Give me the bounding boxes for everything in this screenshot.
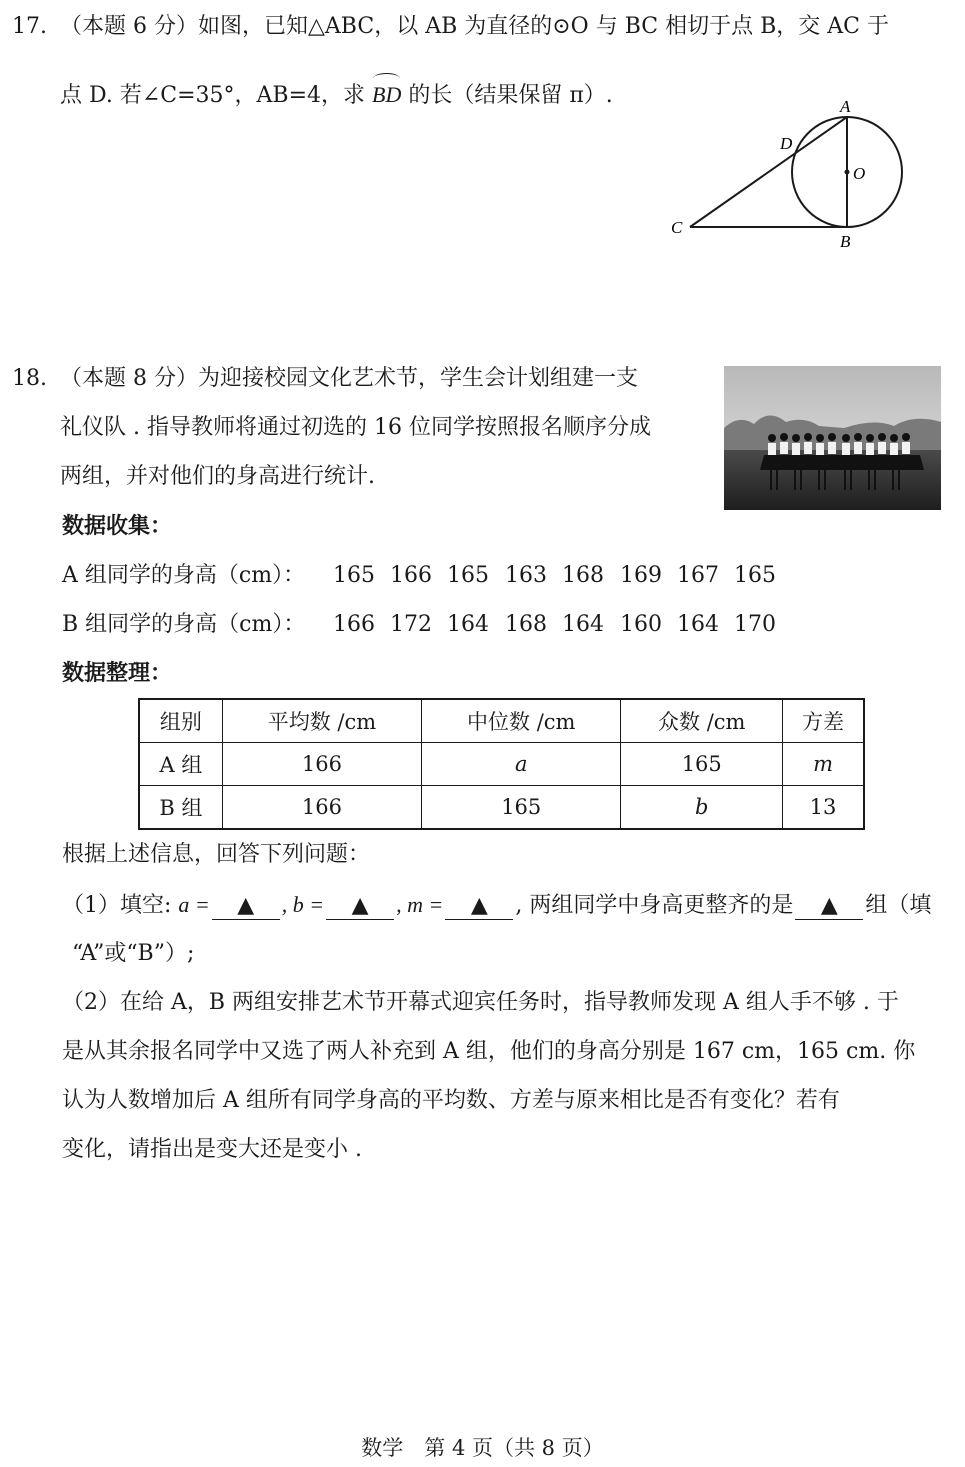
part2-line3: 认为人数增加后 A 组所有同学身高的平均数、方差与原来相比是否有变化？若有 [62, 1088, 840, 1113]
table-header-cell: 平均数 /cm [222, 699, 421, 743]
part1-line2: “A”或“B”）; [72, 941, 195, 966]
part1-fill-line [62, 890, 931, 921]
q17-line2 [60, 80, 613, 111]
answer-blank-a[interactable]: ▲ [212, 893, 280, 920]
table-header-cell: 众数 /cm [621, 699, 783, 743]
q18-intro-line3: 两组，并对他们的身高进行统计. [60, 464, 375, 489]
group-a-value: 169 [620, 563, 662, 588]
table-cell: 166 [222, 786, 421, 830]
statistics-table [138, 698, 865, 830]
group-a-heights-row [62, 561, 776, 591]
m-label: , m = [396, 892, 444, 917]
q17-line1: （本题 6 分）如图，已知△ABC，以 AB 为直径的⊙O 与 BC 相切于点 B，交 AC 于 [60, 14, 889, 39]
table-cell: 166 [222, 743, 421, 786]
table-cell: B 组 [139, 786, 222, 830]
answer-blank-b[interactable]: ▲ [326, 893, 394, 920]
group-b-value: 164 [677, 612, 719, 637]
part1-end: 组（填 [865, 893, 932, 918]
q17-line2-post: 的长（结果保留 π）. [401, 83, 613, 108]
table-cell: 13 [783, 786, 864, 830]
group-b-value: 170 [734, 612, 776, 637]
ceremony-team-photo [724, 366, 941, 510]
b-label: , b = [281, 892, 325, 917]
table-header-cell: 组别 [139, 699, 222, 743]
group-b-value: 164 [447, 612, 489, 637]
table-header-cell: 方差 [783, 699, 864, 743]
center-point-o [845, 170, 850, 175]
group-b-value: 168 [505, 612, 547, 637]
group-b-value: 160 [620, 612, 662, 637]
arc-bd-label: BD [372, 80, 401, 110]
label-o: O [853, 164, 866, 183]
group-a-value: 163 [505, 563, 547, 588]
q17-geometry-figure [660, 95, 920, 260]
part1-prefix: （1）填空: [62, 893, 179, 918]
answer-intro: 根据上述信息，回答下列问题： [62, 842, 371, 867]
data-collection-heading: 数据收集： [62, 514, 173, 539]
group-a-value: 167 [677, 563, 719, 588]
answer-blank-m[interactable]: ▲ [445, 893, 513, 920]
answer-blank-group[interactable]: ▲ [795, 893, 863, 920]
table-cell: a [422, 743, 621, 786]
table-cell: b [621, 786, 783, 830]
table-header-row [139, 699, 864, 743]
q17-line2-pre: 点 D. 若∠C=35°，AB=4，求 [60, 83, 373, 108]
group-a-label: A 组同学的身高（cm）： [62, 563, 306, 588]
table-row [139, 786, 864, 830]
label-a: A [840, 97, 851, 116]
data-organization-heading: 数据整理： [62, 661, 173, 686]
table-cell: m [783, 743, 864, 786]
label-c: C [671, 218, 683, 237]
label-b: B [840, 232, 851, 251]
table-cell: A 组 [139, 743, 222, 786]
segment-ca [690, 117, 847, 227]
group-b-value: 172 [390, 612, 432, 637]
q18-number: 18. [12, 366, 47, 391]
group-a-value: 165 [447, 563, 489, 588]
group-b-label: B 组同学的身高（cm）： [62, 612, 306, 637]
a-label: a = [178, 892, 210, 917]
table-cell: 165 [422, 786, 621, 830]
part2-line1: （2）在给 A，B 两组安排艺术节开幕式迎宾任务时，指导教师发现 A 组人手不够 . 于 [62, 990, 899, 1015]
group-a-value: 165 [734, 563, 776, 588]
group-a-value: 166 [390, 563, 432, 588]
group-a-value: 165 [333, 563, 375, 588]
label-d: D [780, 134, 793, 153]
group-b-value: 166 [333, 612, 375, 637]
part1-tail: , 两组同学中身高更整齐的是 [515, 893, 794, 918]
q18-intro-line2: 礼仪队 . 指导教师将通过初选的 16 位同学按照报名顺序分成 [60, 415, 651, 440]
q18-intro-line1: （本题 8 分）为迎接校园文化艺术节，学生会计划组建一支 [60, 366, 638, 391]
table-header-cell: 中位数 /cm [422, 699, 621, 743]
part2-line2: 是从其余报名同学中又选了两人补充到 A 组，他们的身高分别是 167 cm，165 cm. 你 [62, 1039, 916, 1064]
q17-number: 17. [12, 14, 47, 39]
group-b-heights-row [62, 610, 776, 640]
page-footer: 数学 第 4 页（共 8 页） [361, 1436, 604, 1460]
part2-line4: 变化，请指出是变大还是变小 . [62, 1137, 362, 1162]
table-row [139, 743, 864, 786]
group-b-value: 164 [562, 612, 604, 637]
group-a-value: 168 [562, 563, 604, 588]
table-cell: 165 [621, 743, 783, 786]
